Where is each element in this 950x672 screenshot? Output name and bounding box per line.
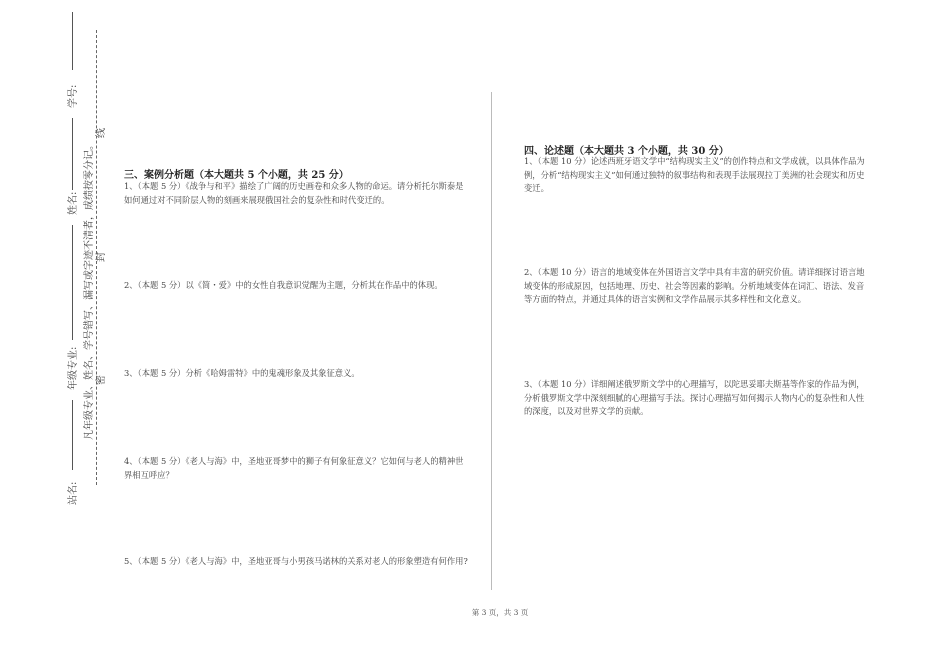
section4-q3: 3、（本题 10 分）详细阐述俄罗斯文学中的心理描写，以陀思妥耶夫斯基等作家的作品为例，分析俄罗斯文学中深刻细腻的心理描写手法。探讨心理描写如何揭示人物内心的复杂性和人性的深度，以及对世界文学的贡献。 [524, 379, 865, 416]
xuehao-label: 学号: [68, 84, 79, 108]
xunzhan-label: 站名: [68, 481, 79, 505]
binding-notice: 凡年级专业、姓名、学号错写、漏写或字迹不清者，成绩按零分记。 [84, 140, 95, 440]
section3-q4: 4、（本题 5 分）《老人与海》中，圣地亚哥梦中的狮子有何象征意义？它如何与老人的精神世界相互呼应？ [124, 456, 464, 480]
section4-q2: 2、（本题 10 分）语言的地域变体在外国语言文学中具有丰富的研究价值。请详细探讨语言地域变体的形成原因，包括地理、历史、社会等因素的影响。分析地域变体在词汇、语法、发音等方面的特点，并通过具体的语言实例和文学作品展示其多样性和文化意义。 [524, 267, 865, 304]
section3-q1: 1、（本题 5 分）《战争与和平》描绘了广阔的历史画卷和众多人物的命运。请分析托尔斯泰是如何通过对不同阶层人物的刻画来展现俄国社会的复杂性和时代变迁的。 [124, 181, 464, 205]
section3-q5: 5、（本题 5 分）《老人与海》中，圣地亚哥与小男孩马诺林的关系对老人的形象塑造有何作用? [124, 556, 468, 566]
binding-strip [52, 0, 112, 672]
column-divider [491, 92, 492, 590]
section3-q2: 2、（本题 5 分）以《简・爱》中的女性自我意识觉醒为主题，分析其在作品中的体现。 [124, 280, 443, 290]
xingming-label: 姓名: [68, 191, 79, 215]
nianji-line [72, 225, 73, 340]
xunzhan-line [72, 400, 73, 470]
binding-dashed-line [96, 30, 97, 485]
section3-title: 三、案例分析题（本大题共 5 个小题，共 25 分） [124, 170, 349, 181]
page-footer: 第 3 页，共 3 页 [471, 608, 529, 617]
mark-feng: 封 [96, 252, 107, 262]
nianji-label: 年级专业: [68, 346, 79, 390]
xingming-line [72, 118, 73, 190]
mark-xian: 线 [96, 128, 107, 138]
section4-title: 四、论述题（本大题共 3 个小题，共 30 分） [524, 146, 729, 157]
mark-mi: 密 [96, 375, 107, 385]
xuehao-line [72, 12, 73, 70]
section4-q1: 1、（本题 10 分）论述西班牙语文学中“结构现实主义”的创作特点和文学成就，以具体作品为例，分析“结构现实主义”如何通过独特的叙事结构和表现手法展现拉丁美洲的社会现实和历史变迁。 [524, 156, 865, 193]
section3-q3: 3、（本题 5 分）分析《哈姆雷特》中的鬼魂形象及其象征意义。 [124, 368, 360, 378]
